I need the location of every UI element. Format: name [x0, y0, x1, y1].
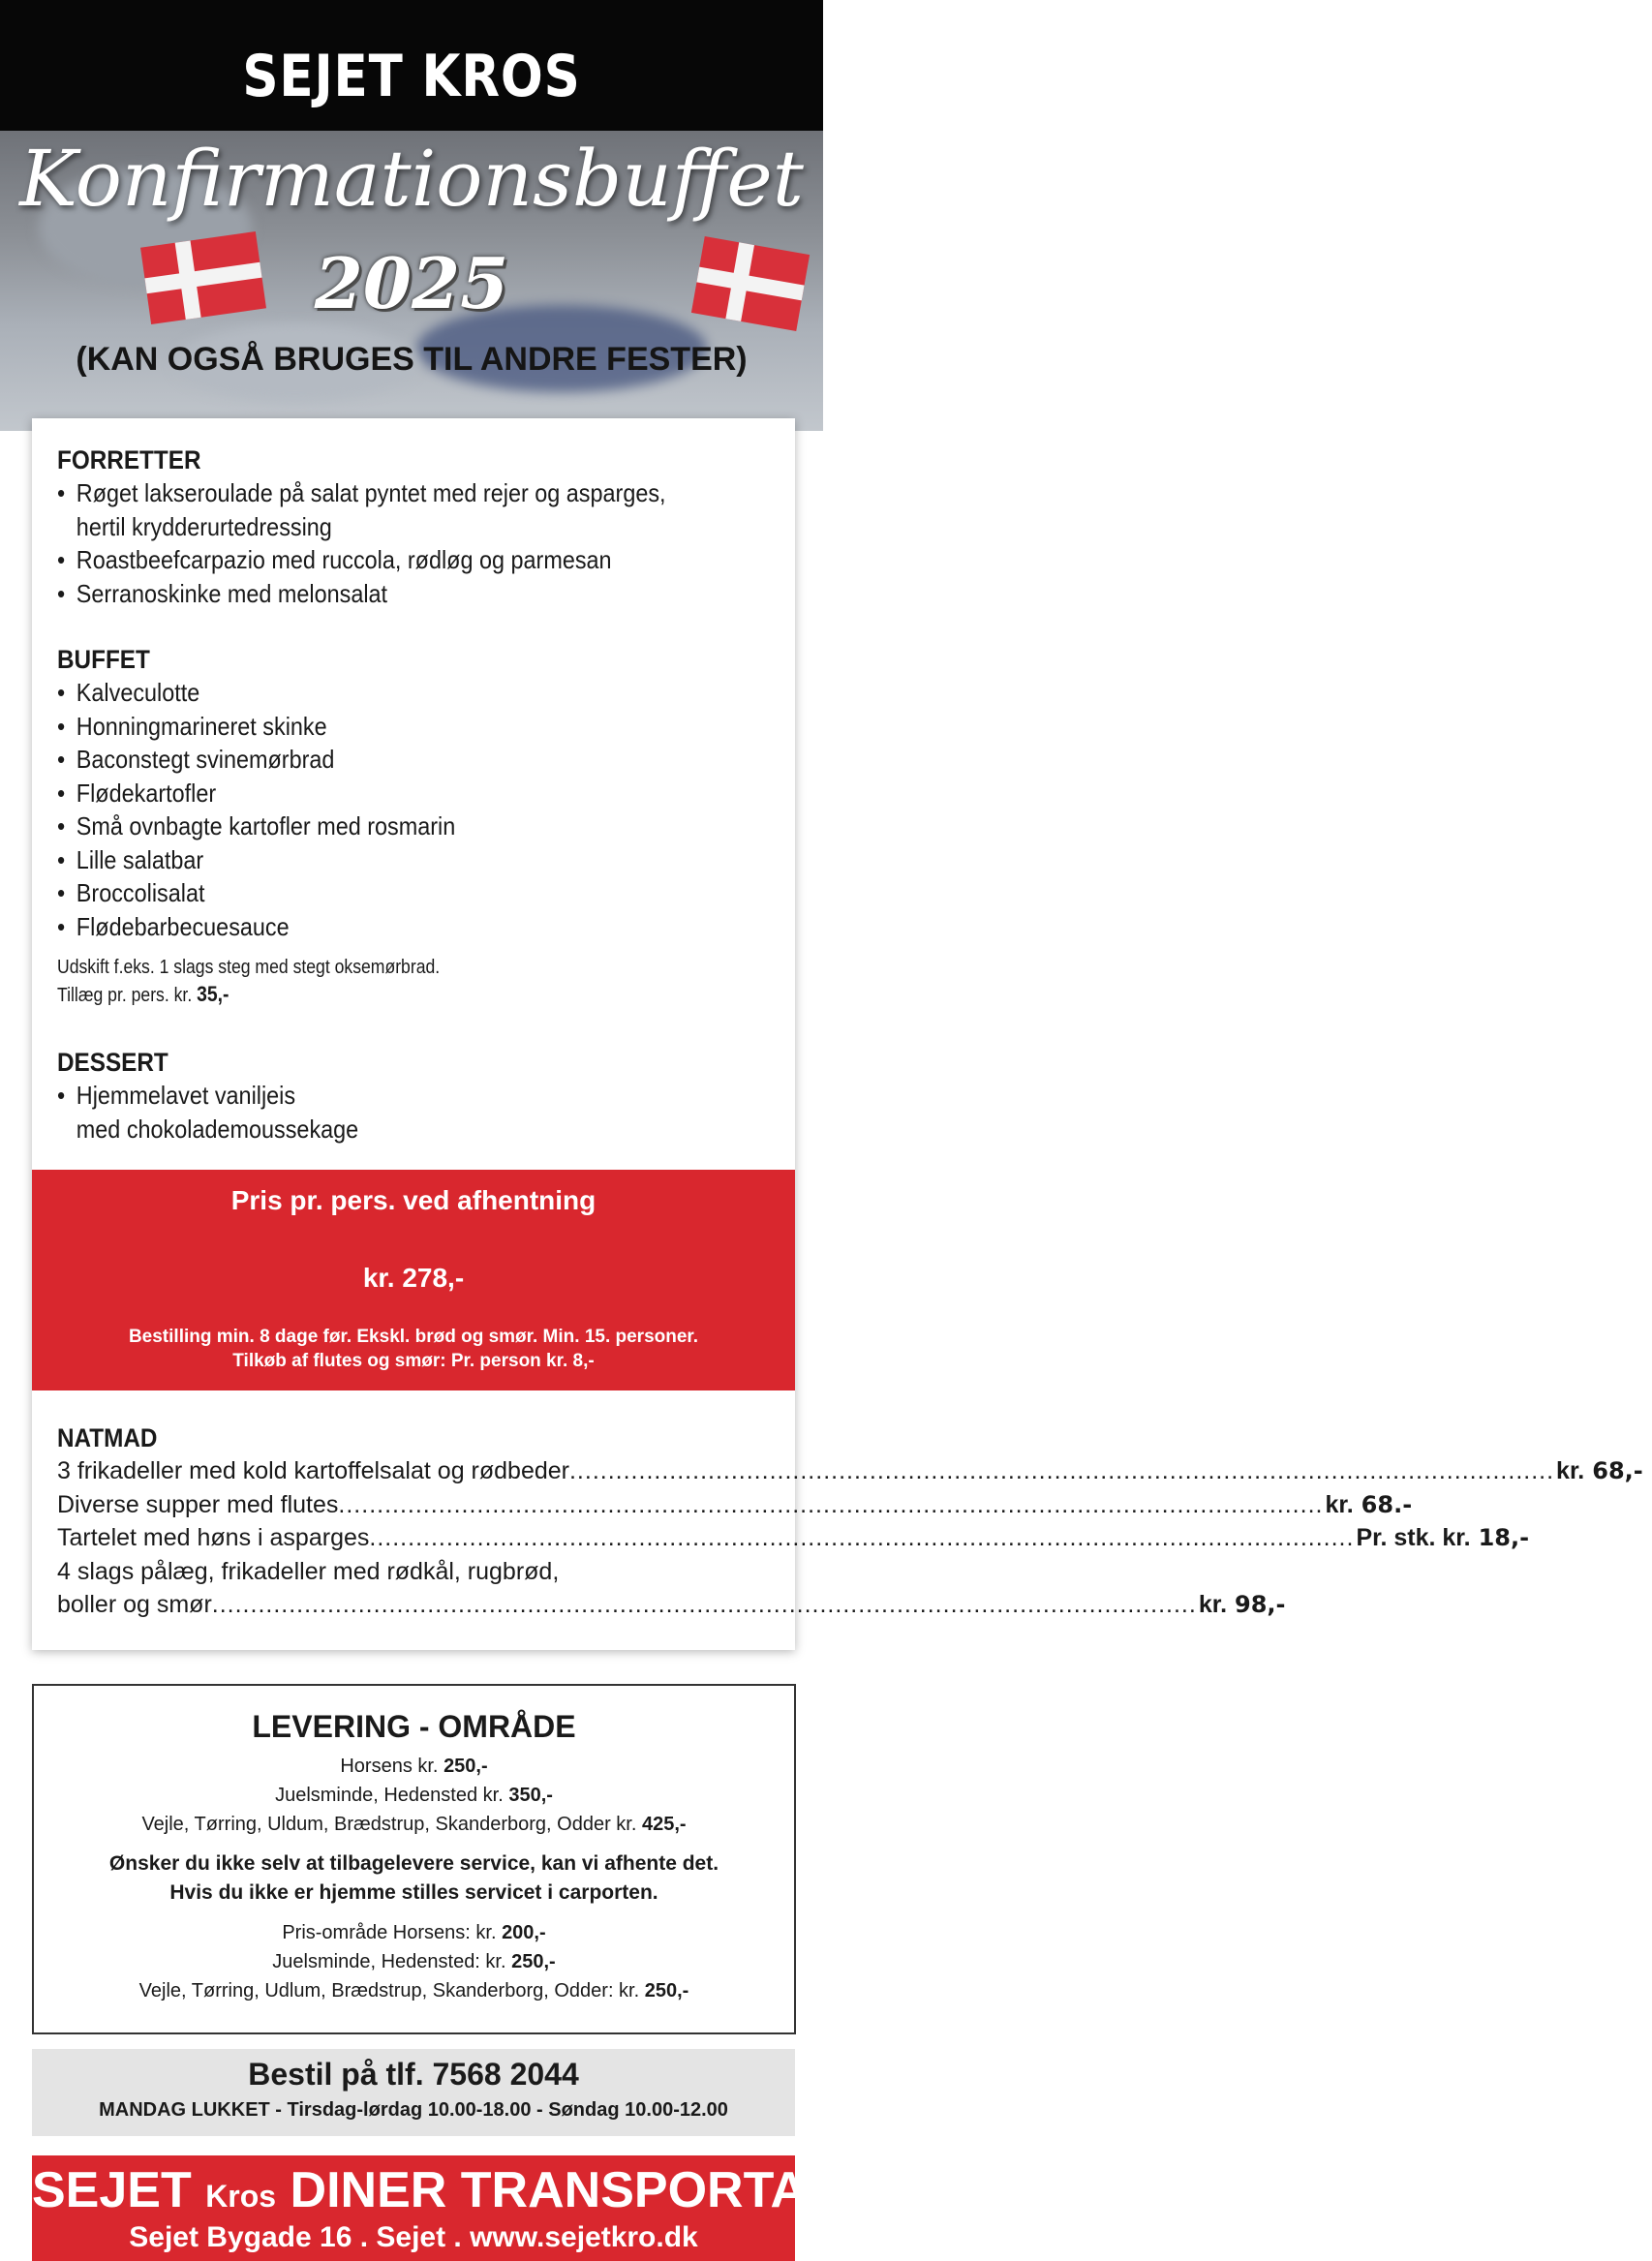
list-item: • Flødekartofler	[57, 778, 217, 808]
supplement-price: 35,-	[197, 982, 229, 1006]
year-label: 2025	[314, 242, 509, 324]
pickup-line: Juelsminde, Hedensted: kr. 250,-	[272, 1951, 556, 1972]
list-item: • Serranoskinke med melonsalat	[57, 578, 388, 608]
list-item: • Roastbeefcarpazio med ruccola, rødløg og parmesan	[57, 545, 612, 574]
price-label: Pris pr. pers. ved afhentning	[230, 1185, 597, 1215]
menu-card	[32, 418, 1643, 1650]
section-forretter	[57, 443, 733, 610]
list-item: hertil krydderurtedressing	[76, 511, 332, 541]
list-item: • Røget lakseroulade på salat pyntet med rejer og asparges,	[57, 478, 666, 507]
buffet-note: Udskift f.eks. 1 slags steg med stegt oksemørbrad.	[57, 957, 441, 978]
buffet-supplement: Tillæg pr. pers. kr. 35,-	[57, 982, 229, 1006]
page-title: Konfirmationsbuffet	[19, 134, 804, 224]
service-notice: Hvis du ikke er hjemme stilles servicet i carporten.	[169, 1881, 658, 1904]
brand-name: SEJET KROS	[242, 43, 581, 110]
section-natmad	[57, 1421, 1643, 1622]
list-item: • Broccolisalat	[57, 878, 205, 907]
price-band	[32, 1170, 795, 1390]
delivery-line: Vejle, Tørring, Uldum, Brædstrup, Skanderborg, Odder kr. 425,-	[141, 1814, 687, 1835]
order-box	[32, 2049, 795, 2136]
subtitle: (KAN OGSÅ BRUGES TIL ANDRE FESTER)	[76, 341, 748, 378]
delivery-box	[32, 1684, 796, 2034]
section-buffet	[57, 643, 500, 1009]
delivery-heading: LEVERING - OMRÅDE	[252, 1709, 576, 1744]
section-heading: NATMAD	[57, 1423, 158, 1452]
footer-brand: SEJET Kros DINER TRANSPORTABLE	[32, 2162, 908, 2218]
service-notice: Ønsker du ikke selv at tilbagelevere service, kan vi afhente det.	[108, 1852, 719, 1875]
order-terms: Bestilling min. 8 dage før. Ekskl. brød og smør. Min. 15. personer. Tilkøb af flutes og smør: Pr. person kr. 8,-	[128, 1327, 699, 1371]
list-item: • Små ovnbagte kartofler med rosmarin	[57, 811, 456, 840]
section-dessert	[57, 1046, 392, 1146]
pickup-line: Vejle, Tørring, Udlum, Brædstrup, Skanderborg, Odder: kr. 250,-	[138, 1980, 689, 2001]
price-row: Diverse supper med flutes ................................................................................................................................ kr. 68.-	[57, 1490, 1413, 1518]
list-item: med chokolademoussekage	[76, 1114, 359, 1144]
pickup-line: Pris-område Horsens: kr. 200,-	[282, 1922, 546, 1943]
price-value: kr. 278,-	[362, 1263, 465, 1293]
list-item: • Baconstegt svinemørbrad	[57, 745, 335, 774]
price-row: 3 frikadeller med kold kartoffelsalat og rødbeder ................................................................................................................................ kr. 68,-	[57, 1457, 1643, 1484]
price-row: 4 slags pålæg, frikadeller med rødkål, rugbrød,	[57, 1557, 560, 1585]
list-item: • Hjemmelavet vaniljeis	[57, 1081, 296, 1110]
phone-line: Bestil på tlf. 7568 2044	[248, 2057, 579, 2092]
delivery-line: Juelsminde, Hedensted kr. 350,-	[275, 1785, 553, 1806]
section-heading: DESSERT	[57, 1048, 168, 1077]
footer-address: Sejet Bygade 16 . Sejet . www.sejetkro.dk	[129, 2221, 698, 2253]
list-item: • Honningmarineret skinke	[57, 711, 327, 741]
list-item: • Kalveculotte	[57, 678, 200, 707]
section-heading: BUFFET	[57, 645, 150, 674]
footer-banner	[32, 2155, 908, 2261]
list-item: • Flødebarbecuesauce	[57, 911, 290, 941]
price-row: Tartelet med høns i asparges ................................................................................................................................ Pr. stk. kr. 18,-	[57, 1524, 1530, 1551]
delivery-line: Horsens kr. 250,-	[340, 1756, 488, 1777]
list-item: • Lille salatbar	[57, 844, 204, 874]
price-row: boller og smør ................................................................................................................................ kr. 98,-	[57, 1591, 1286, 1618]
section-heading: FORRETTER	[57, 445, 201, 474]
opening-hours: MANDAG LUKKET - Tirsdag-lørdag 10.00-18.00 - Søndag 10.00-12.00	[99, 2099, 728, 2121]
